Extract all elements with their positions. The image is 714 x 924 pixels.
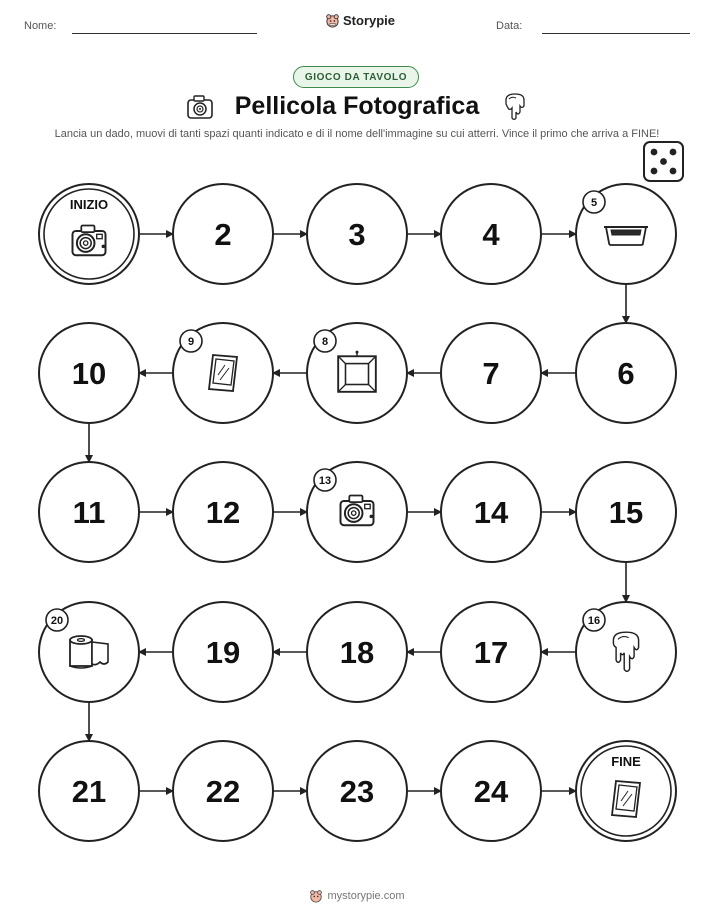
space-number: 10	[71, 356, 107, 391]
space-number: 4	[482, 217, 500, 252]
space-number-badge: 16	[587, 615, 601, 627]
space-number: 17	[473, 635, 509, 670]
space-number: 3	[348, 217, 366, 252]
board-space-10	[39, 323, 139, 423]
footer	[0, 889, 714, 903]
space-number: 18	[339, 635, 375, 670]
board-space-16	[576, 602, 676, 702]
space-number: 11	[72, 495, 106, 530]
footer-url: mystorypie.com	[327, 890, 405, 902]
space-number: 12	[205, 495, 241, 530]
space-number: 6	[617, 356, 635, 391]
space-number-badge: 13	[318, 475, 332, 487]
space-number: 14	[473, 495, 509, 530]
space-number: 21	[71, 774, 107, 809]
board-space-9	[173, 323, 273, 423]
space-number-badge: 5	[590, 197, 598, 209]
board-space-2	[173, 184, 273, 284]
board-space-13	[307, 462, 407, 562]
instructions-text: Lancia un dado, muovi di tanti spazi quanti indicato e di il nome dell'immagine su cui atterri. Vince il primo che arriva a FINE!	[54, 128, 660, 140]
name-label: Nome:	[24, 20, 57, 32]
board-space-7	[441, 323, 541, 423]
brand-name: Storypie	[343, 13, 396, 28]
space-number: 15	[608, 495, 644, 530]
board-space-20	[39, 602, 139, 702]
slide-frame-icon	[338, 351, 376, 392]
start-label: INIZIO	[69, 197, 109, 212]
board-space-21	[39, 741, 139, 841]
space-number: 7	[482, 356, 500, 391]
category-badge: GIOCO DA TAVOLO	[293, 66, 419, 88]
board-space-17	[441, 602, 541, 702]
space-number: 22	[205, 774, 241, 809]
space-number: 19	[205, 635, 241, 670]
board-space-24	[441, 741, 541, 841]
board-space-14	[441, 462, 541, 562]
space-number: 23	[339, 774, 375, 809]
space-number: 24	[473, 774, 509, 809]
date-label: Data:	[496, 20, 523, 32]
board-space-11	[39, 462, 139, 562]
dice-icon	[644, 142, 683, 181]
page-title: Pellicola Fotografica	[234, 92, 480, 120]
board-space-23	[307, 741, 407, 841]
space-number-badge: 9	[187, 336, 195, 348]
board-space-6	[576, 323, 676, 423]
finish-space	[576, 741, 676, 841]
board-space-19	[173, 602, 273, 702]
photo-print-icon	[209, 355, 237, 391]
board-space-12	[173, 462, 273, 562]
developing-tray-icon	[604, 227, 648, 245]
space-number: 2	[214, 217, 232, 252]
board-space-15	[576, 462, 676, 562]
board-space-3	[307, 184, 407, 284]
space-number-badge: 20	[50, 615, 64, 627]
board-space-4	[441, 184, 541, 284]
board-space-8	[307, 323, 407, 423]
board-space-22	[173, 741, 273, 841]
finish-label: FINE	[611, 754, 641, 769]
space-number-badge: 8	[321, 336, 329, 348]
storypie-mascot-icon	[309, 889, 323, 903]
board-space-18	[307, 602, 407, 702]
photo-print-icon	[612, 781, 640, 817]
board-space-5	[576, 184, 676, 284]
start-space	[39, 184, 139, 284]
board-spaces	[39, 184, 676, 841]
